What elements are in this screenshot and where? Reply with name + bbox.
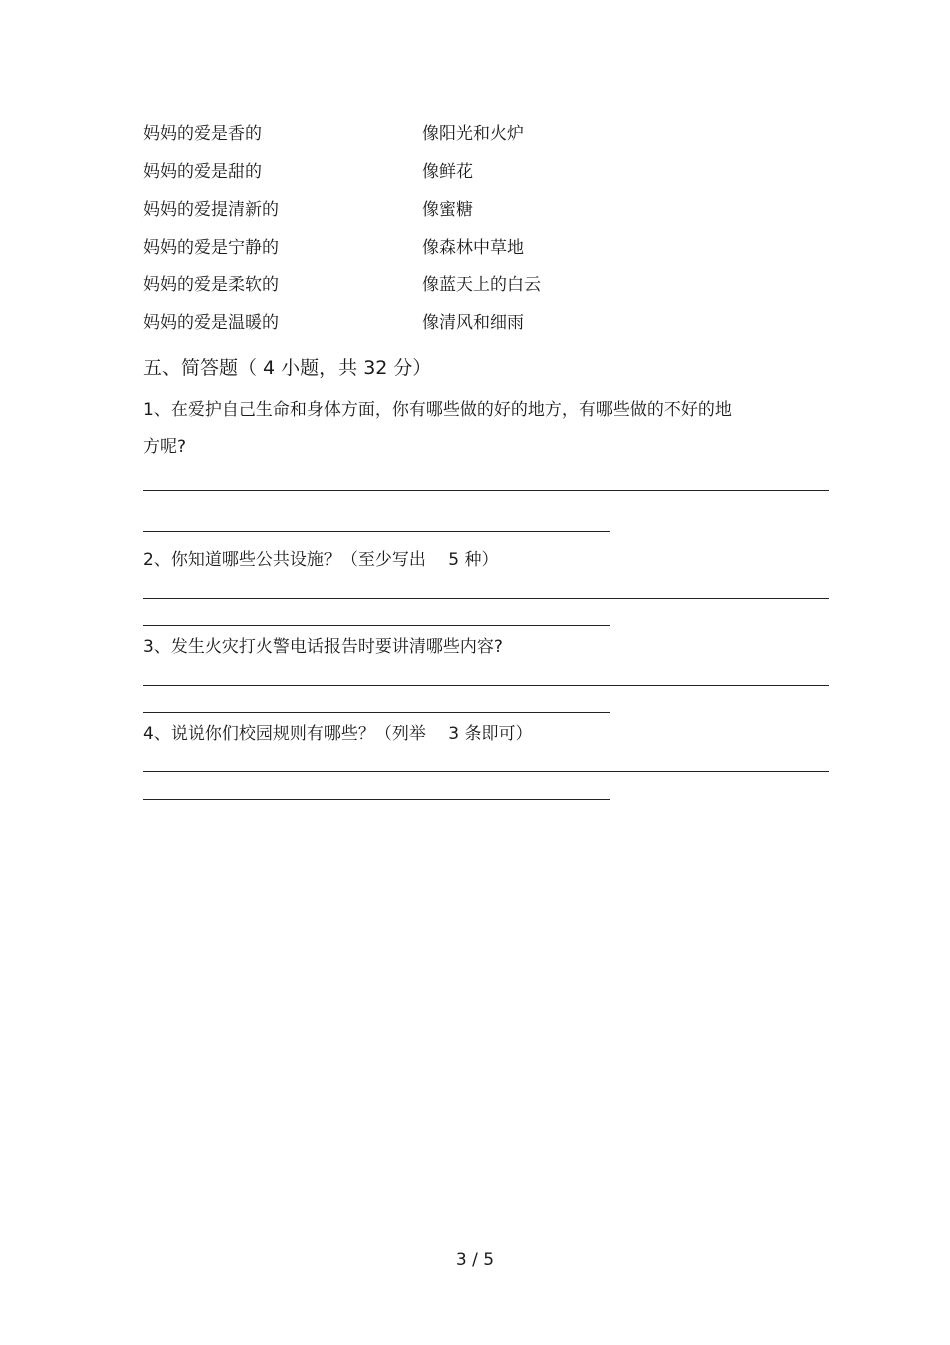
matching-right-item: 像森林中草地	[422, 238, 524, 258]
page-number: 3 / 5	[455, 1250, 495, 1270]
matching-left-item: 妈妈的爱是柔软的	[143, 275, 279, 295]
matching-right-item: 像蓝天上的白云	[422, 275, 541, 295]
matching-row	[143, 311, 843, 335]
matching-row	[143, 273, 843, 297]
matching-right-item: 像阳光和火炉	[422, 124, 524, 144]
question-3: 3、发生火灾打火警电话报告时要讲清哪些内容?	[143, 637, 503, 657]
answer-line[interactable]	[143, 685, 829, 686]
question-1-line-2: 方呢?	[143, 437, 187, 457]
answer-line[interactable]	[143, 799, 610, 800]
matching-right-item: 像鲜花	[422, 162, 473, 182]
matching-left-item: 妈妈的爱提清新的	[143, 200, 279, 220]
matching-row	[143, 236, 843, 260]
answer-line[interactable]	[143, 598, 829, 599]
answer-line[interactable]	[143, 625, 610, 626]
answer-line[interactable]	[143, 771, 829, 772]
matching-row	[143, 160, 843, 184]
matching-left-item: 妈妈的爱是宁静的	[143, 238, 279, 258]
matching-right-item: 像清风和细雨	[422, 313, 524, 333]
answer-line[interactable]	[143, 490, 829, 491]
answer-line[interactable]	[143, 531, 610, 532]
answer-line[interactable]	[143, 712, 610, 713]
matching-left-item: 妈妈的爱是香的	[143, 124, 262, 144]
question-1-line-1: 1、在爱护自己生命和身体方面，你有哪些做的好的地方，有哪些做的不好的地	[143, 400, 732, 420]
question-4: 4、说说你们校园规则有哪些？（列举 3 条即可）	[143, 724, 533, 744]
matching-row	[143, 198, 843, 222]
matching-left-item: 妈妈的爱是甜的	[143, 162, 262, 182]
matching-row	[143, 122, 843, 146]
matching-right-item: 像蜜糖	[422, 200, 473, 220]
question-2: 2、你知道哪些公共设施？（至少写出 5 种）	[143, 550, 499, 570]
matching-left-item: 妈妈的爱是温暖的	[143, 313, 279, 333]
section-title: 五、简答题（ 4 小题，共 32 分）	[143, 357, 432, 379]
